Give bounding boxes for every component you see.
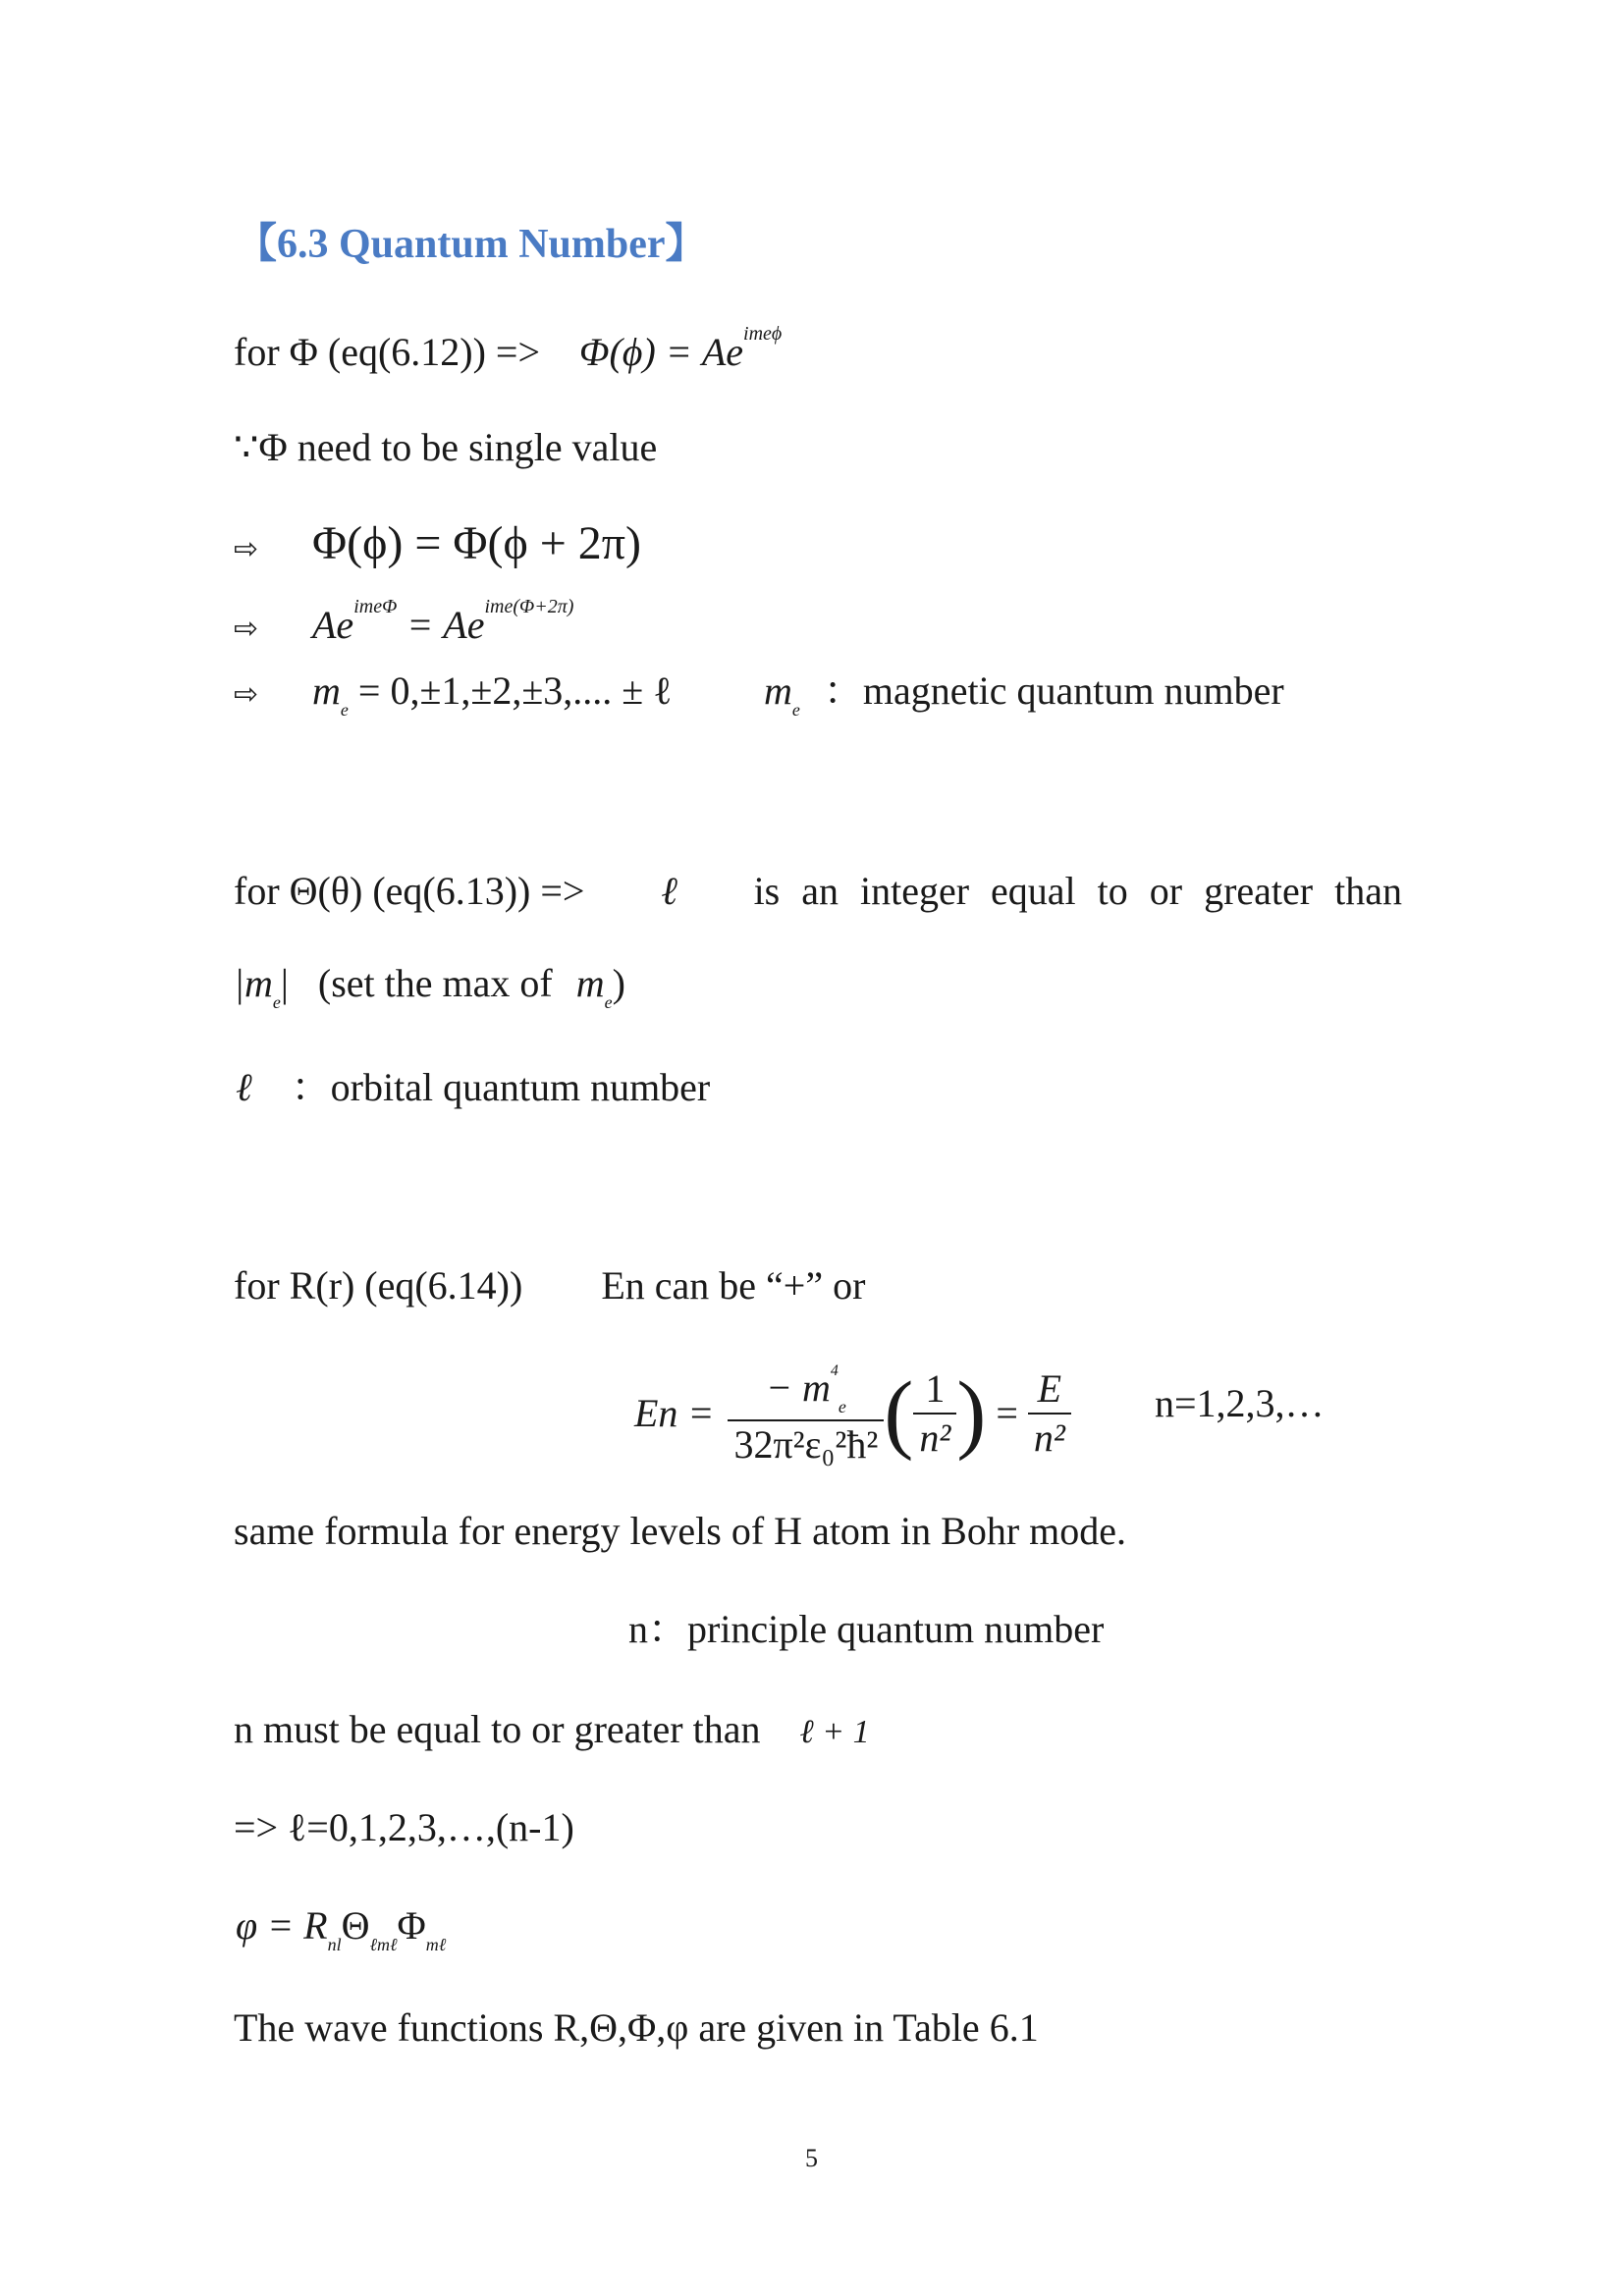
orbital-line xyxy=(236,1065,711,1109)
fraction-numerator: E xyxy=(1028,1369,1071,1415)
fraction-denominator: n² xyxy=(1033,1415,1065,1460)
single-value-line: ∵Φ need to be single value xyxy=(234,425,658,469)
fraction-main xyxy=(728,1363,884,1465)
theta-line-prefix: for Θ(θ) (eq(6.13)) => xyxy=(234,869,585,913)
m-values: = 0,±1,±2,±3,.... ± ℓ xyxy=(357,668,673,713)
theta-line2 xyxy=(234,961,625,1012)
arrow-icon: ⇨ xyxy=(234,532,259,566)
wave-sub-nl: nl xyxy=(327,1935,342,1954)
step2-line xyxy=(234,597,573,645)
m-symbol: m xyxy=(764,668,792,713)
arrow-icon: ⇨ xyxy=(234,612,259,646)
wave-phi: Φ xyxy=(397,1903,426,1948)
abs-m: |m xyxy=(234,961,273,1005)
phi-equation: Φ(ϕ) = Ae xyxy=(579,330,744,374)
abs-m-subscript: e xyxy=(272,992,281,1012)
n-values: n=1,2,3,… xyxy=(1155,1381,1325,1425)
fraction-main-denominator: 32π²ε₀²ħ² xyxy=(733,1421,879,1467)
energy-equation xyxy=(634,1345,1071,1482)
theta-line-rest: is an integer equal to or greater than xyxy=(753,869,1402,913)
equals-sign: = xyxy=(996,1391,1018,1435)
r-line xyxy=(234,1263,866,1308)
wavefunction-equation xyxy=(236,1903,447,1954)
orbital-desc: ：orbital quantum number xyxy=(291,1065,711,1109)
step3-line xyxy=(234,668,673,720)
wave-sub-lm: ℓmℓ xyxy=(369,1935,398,1954)
ell-plus-one: ℓ + 1 xyxy=(799,1714,870,1750)
fraction-one-over-n2 xyxy=(913,1366,956,1460)
ell-values-line: => ℓ=0,1,2,3,…,(n-1) xyxy=(234,1805,574,1849)
phi-line-prefix: for Φ (eq(6.12)) => xyxy=(234,330,541,374)
section-heading: 【6.3 Quantum Number】 xyxy=(236,222,707,267)
fraction-e-over-n2 xyxy=(1028,1366,1071,1460)
exp-right-exponent: ime(Φ+2π) xyxy=(484,596,574,617)
step1-line xyxy=(234,517,642,569)
r-line-rest: En can be “+” or xyxy=(601,1263,866,1308)
left-paren: ( xyxy=(884,1364,914,1462)
fraction-main-numerator: − $m^4_e$ xyxy=(728,1363,884,1421)
n-must-text: n must be equal to or greater than xyxy=(234,1707,761,1751)
same-formula-line: same formula for energy levels of H atom in Bohr mode. xyxy=(234,1509,1127,1553)
fraction-denominator: n² xyxy=(919,1415,951,1460)
principal-desc: n：principle quantum number xyxy=(628,1607,1105,1651)
table-reference-line: The wave functions R,Θ,Φ,φ are given in Table 6.1 xyxy=(234,2005,1039,2050)
m-symbol: m xyxy=(312,668,341,713)
m-subscript: e xyxy=(791,700,800,720)
magnetic-desc-text: ：magnetic quantum number xyxy=(823,668,1284,713)
m-subscript: e xyxy=(340,700,349,720)
ell-symbol: ℓ xyxy=(236,1065,252,1109)
close-paren: ) xyxy=(612,961,625,1005)
phi-line xyxy=(234,324,782,372)
arrow-icon: ⇨ xyxy=(234,677,259,712)
m-symbol: m xyxy=(575,961,605,1005)
wave-theta: Θ xyxy=(341,1903,370,1948)
periodicity-equation: Φ(ϕ) = Φ(ϕ + 2π) xyxy=(312,517,642,569)
theta-line xyxy=(234,869,1402,913)
en-label: En = xyxy=(634,1391,715,1435)
wave-left: φ = R xyxy=(236,1903,328,1948)
r-line-prefix: for R(r) (eq(6.14)) xyxy=(234,1263,523,1308)
phi-equation-exponent: imeϕ xyxy=(743,323,783,345)
exp-left-exponent: imeΦ xyxy=(353,596,398,617)
exp-right: = Ae xyxy=(406,603,485,647)
exp-left: Ae xyxy=(312,603,354,647)
wave-sub-m: mℓ xyxy=(425,1935,447,1954)
abs-bar: | xyxy=(280,961,289,1005)
ell-symbol: ℓ xyxy=(661,869,677,913)
n-must-line xyxy=(234,1707,870,1751)
magnetic-desc xyxy=(764,668,1284,720)
right-paren: ) xyxy=(956,1364,987,1462)
fraction-numerator: 1 xyxy=(913,1369,956,1415)
page-number: 5 xyxy=(805,2144,818,2172)
set-max-text: (set the max of xyxy=(317,961,553,1005)
m-subscript: e xyxy=(604,992,613,1012)
